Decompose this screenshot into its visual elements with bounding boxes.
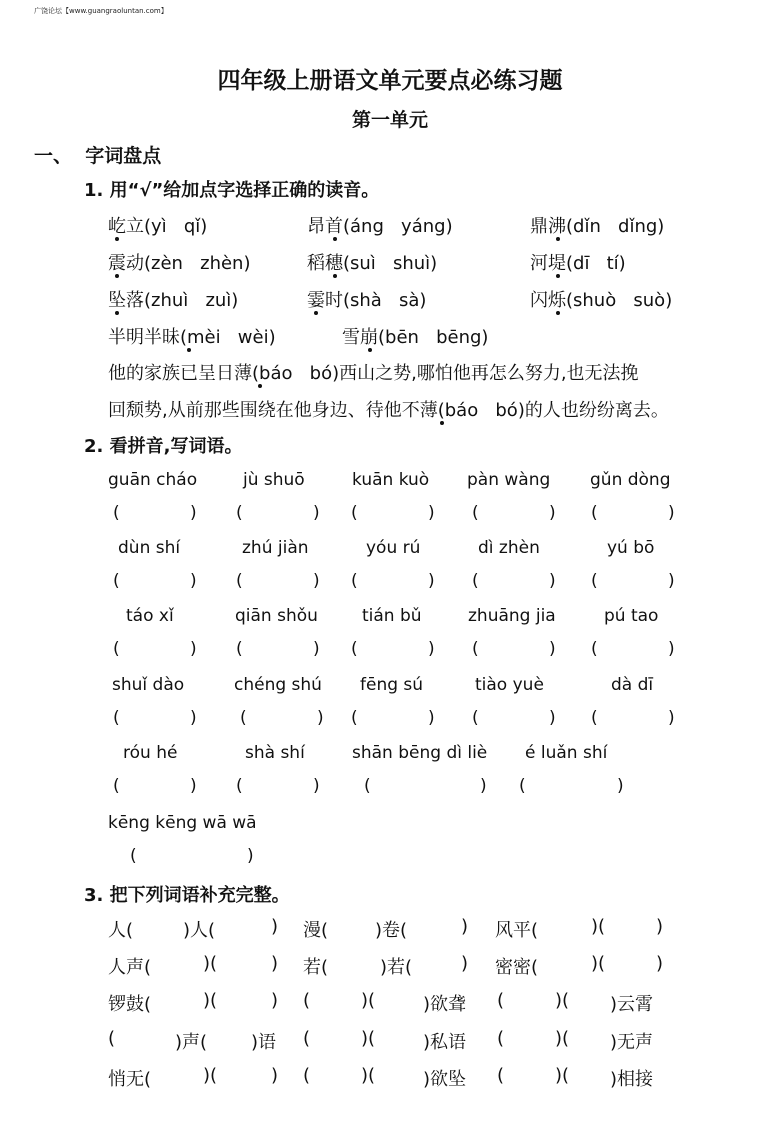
fill-in-segment: ) [656,916,664,937]
answer-paren-left[interactable]: ( [472,503,479,523]
fill-in-segment: 悄无( [108,1069,152,1090]
fill-in-segment: )( [203,1065,218,1086]
fill-in-segment: 风平( [495,920,539,941]
emphasis-dot [440,421,444,425]
pinyin-text: tiào yuè [475,675,544,695]
q1-item: 霎时(shà sà) [307,290,427,311]
answer-paren-left[interactable]: ( [351,571,358,591]
q1-item: 雪崩(bēn bēng) [342,327,489,348]
answer-paren-left[interactable]: ( [591,639,598,659]
fill-in-segment: 人声( [108,957,152,978]
fill-in-segment: ) [461,953,469,974]
fill-in-segment: )语 [251,1032,277,1053]
answer-paren-left[interactable]: ( [351,708,358,728]
fill-in-segment: ( [497,990,505,1011]
answer-paren-left[interactable]: ( [113,639,120,659]
fill-in-segment: ( [108,1028,116,1049]
fill-in-segment: )( [361,1065,376,1086]
section-heading: 一、 字词盘点 [34,145,162,167]
answer-paren-left[interactable]: ( [113,571,120,591]
fill-in-segment: )卷( [375,920,408,941]
answer-paren-right[interactable]: ) [313,503,320,523]
page-title: 四年级上册语文单元要点必练习题 [217,68,563,94]
pinyin-text: kēng kēng wā wā [108,813,257,833]
answer-paren-right[interactable]: ) [480,776,487,796]
pinyin-text: dà dī [611,675,654,695]
answer-paren-left[interactable]: ( [351,639,358,659]
emphasis-dot [368,348,372,352]
fill-in-segment: 锣鼓( [108,994,152,1015]
answer-paren-right[interactable]: ) [313,639,320,659]
pinyin-text: pàn wàng [467,470,551,490]
emphasis-dot [115,311,119,315]
answer-paren-left[interactable]: ( [113,503,120,523]
answer-paren-left[interactable]: ( [240,708,247,728]
pinyin-text: é luǎn shí [525,743,608,763]
q1-paragraph-line: 回颓势,从前那些围绕在他身边、待他不薄(báo bó)的人也纷纷离去。 [108,400,669,421]
fill-in-segment: ) [271,990,279,1011]
answer-paren-right[interactable]: ) [668,503,675,523]
fill-in-segment: ( [303,1065,311,1086]
answer-paren-right[interactable]: ) [190,776,197,796]
pinyin-text: jù shuō [243,470,305,490]
answer-paren-right[interactable]: ) [190,571,197,591]
fill-in-segment: )欲聋 [423,994,467,1015]
answer-paren-right[interactable]: ) [190,503,197,523]
q1-item: 震动(zèn zhèn) [108,253,251,274]
fill-in-segment: )( [555,990,570,1011]
answer-paren-right[interactable]: ) [190,639,197,659]
q1-item: 闪烁(shuò suò) [530,290,673,311]
answer-paren-right[interactable]: ) [668,639,675,659]
fill-in-segment: )私语 [423,1032,467,1053]
pinyin-text: kuān kuò [352,470,430,490]
pinyin-text: gǔn dòng [590,470,671,490]
fill-in-segment: )无声 [610,1032,654,1053]
fill-in-segment: )欲坠 [423,1069,467,1090]
q1-item: 稻穗(suì shuì) [307,253,438,274]
pinyin-text: qiān shǒu [235,606,318,626]
answer-paren-left[interactable]: ( [519,776,526,796]
emphasis-dot [115,274,119,278]
fill-in-segment: ) [271,1065,279,1086]
answer-paren-left[interactable]: ( [130,846,137,866]
emphasis-dot [556,237,560,241]
fill-in-segment: )云霄 [610,994,654,1015]
q1-item: 昂首(áng yáng) [307,216,453,237]
q1-paragraph-line: 他的家族已呈日薄(báo bó)西山之势,哪怕他再怎么努力,也无法挽 [108,363,639,384]
fill-in-segment: ( [303,990,311,1011]
site-header: 广饶论坛【www.guangraoluntan.com】 [34,7,168,15]
answer-paren-right[interactable]: ) [549,571,556,591]
question-1-label: 1. 用“√”给加点字选择正确的读音。 [84,180,380,201]
answer-paren-right[interactable]: ) [317,708,324,728]
answer-paren-left[interactable]: ( [472,708,479,728]
pinyin-text: guān cháo [108,470,198,490]
pinyin-text: yú bō [607,538,655,558]
fill-in-segment: )( [203,990,218,1011]
pinyin-text: dùn shí [118,538,181,558]
answer-paren-left[interactable]: ( [472,571,479,591]
answer-paren-left[interactable]: ( [591,571,598,591]
pinyin-text: róu hé [123,743,178,763]
emphasis-dot [556,274,560,278]
pinyin-text: zhú jiàn [242,538,309,558]
answer-paren-left[interactable]: ( [236,571,243,591]
answer-paren-left[interactable]: ( [236,503,243,523]
pinyin-text: shān bēng dì liè [352,743,488,763]
pinyin-text: zhuāng jia [468,606,556,626]
fill-in-segment: )若( [380,957,413,978]
emphasis-dot [333,237,337,241]
question-2-label: 2. 看拼音,写词语。 [84,436,243,457]
unit-subtitle: 第一单元 [351,109,428,131]
answer-paren-left[interactable]: ( [113,776,120,796]
answer-paren-right[interactable]: ) [668,708,675,728]
q1-item: 屹立(yì qǐ) [108,216,208,237]
answer-paren-left[interactable]: ( [236,776,243,796]
pinyin-text: dì zhèn [478,538,540,558]
fill-in-segment: )( [555,1065,570,1086]
answer-paren-right[interactable]: ) [313,571,320,591]
answer-paren-right[interactable]: ) [428,503,435,523]
pinyin-text: chéng shú [234,675,322,695]
emphasis-dot [556,311,560,315]
question-3-label: 3. 把下列词语补充完整。 [84,885,290,906]
answer-paren-right[interactable]: ) [549,639,556,659]
emphasis-dot [314,311,318,315]
fill-in-segment: )人( [183,920,216,941]
fill-in-segment: )( [591,916,606,937]
fill-in-segment: ) [656,953,664,974]
answer-paren-right[interactable]: ) [428,639,435,659]
pinyin-text: shuǐ dào [112,675,185,695]
fill-in-segment: 漫( [303,920,329,941]
fill-in-segment: ( [303,1028,311,1049]
fill-in-segment: ) [271,953,279,974]
emphasis-dot [333,274,337,278]
answer-paren-right[interactable]: ) [549,503,556,523]
answer-paren-left[interactable]: ( [236,639,243,659]
fill-in-segment: )( [591,953,606,974]
answer-paren-right[interactable]: ) [247,846,254,866]
answer-paren-right[interactable]: ) [313,776,320,796]
fill-in-segment: )声( [175,1032,208,1053]
pinyin-text: pú tao [604,606,659,626]
emphasis-dot [115,237,119,241]
pinyin-text: shà shí [245,743,305,763]
answer-paren-left[interactable]: ( [364,776,371,796]
answer-paren-left[interactable]: ( [351,503,358,523]
emphasis-dot [258,384,262,388]
pinyin-text: yóu rú [366,538,421,558]
fill-in-segment: ( [497,1065,505,1086]
q1-item: 河堤(dī tí) [530,253,626,274]
answer-paren-right[interactable]: ) [549,708,556,728]
fill-in-segment: 若( [303,957,329,978]
fill-in-segment: )相接 [610,1069,654,1090]
fill-in-segment: ) [461,916,469,937]
answer-paren-right[interactable]: ) [617,776,624,796]
answer-paren-left[interactable]: ( [472,639,479,659]
q1-item: 坠落(zhuì zuì) [108,290,239,311]
fill-in-segment: )( [361,990,376,1011]
answer-paren-left[interactable]: ( [591,503,598,523]
answer-paren-left[interactable]: ( [113,708,120,728]
fill-in-segment: )( [555,1028,570,1049]
fill-in-segment: ( [497,1028,505,1049]
answer-paren-right[interactable]: ) [428,571,435,591]
fill-in-segment: ) [271,916,279,937]
answer-paren-right[interactable]: ) [190,708,197,728]
pinyin-text: fēng sú [360,675,424,695]
fill-in-segment: )( [361,1028,376,1049]
q1-item: 鼎沸(dǐn dǐng) [530,216,665,237]
pinyin-text: tián bǔ [362,606,422,626]
fill-in-segment: )( [203,953,218,974]
q1-item: 半明半昧(mèi wèi) [108,327,276,348]
emphasis-dot [187,348,191,352]
pinyin-text: táo xǐ [126,606,174,626]
fill-in-segment: 人( [108,920,134,941]
answer-paren-right[interactable]: ) [428,708,435,728]
answer-paren-right[interactable]: ) [668,571,675,591]
fill-in-segment: 密密( [495,957,539,978]
answer-paren-left[interactable]: ( [591,708,598,728]
